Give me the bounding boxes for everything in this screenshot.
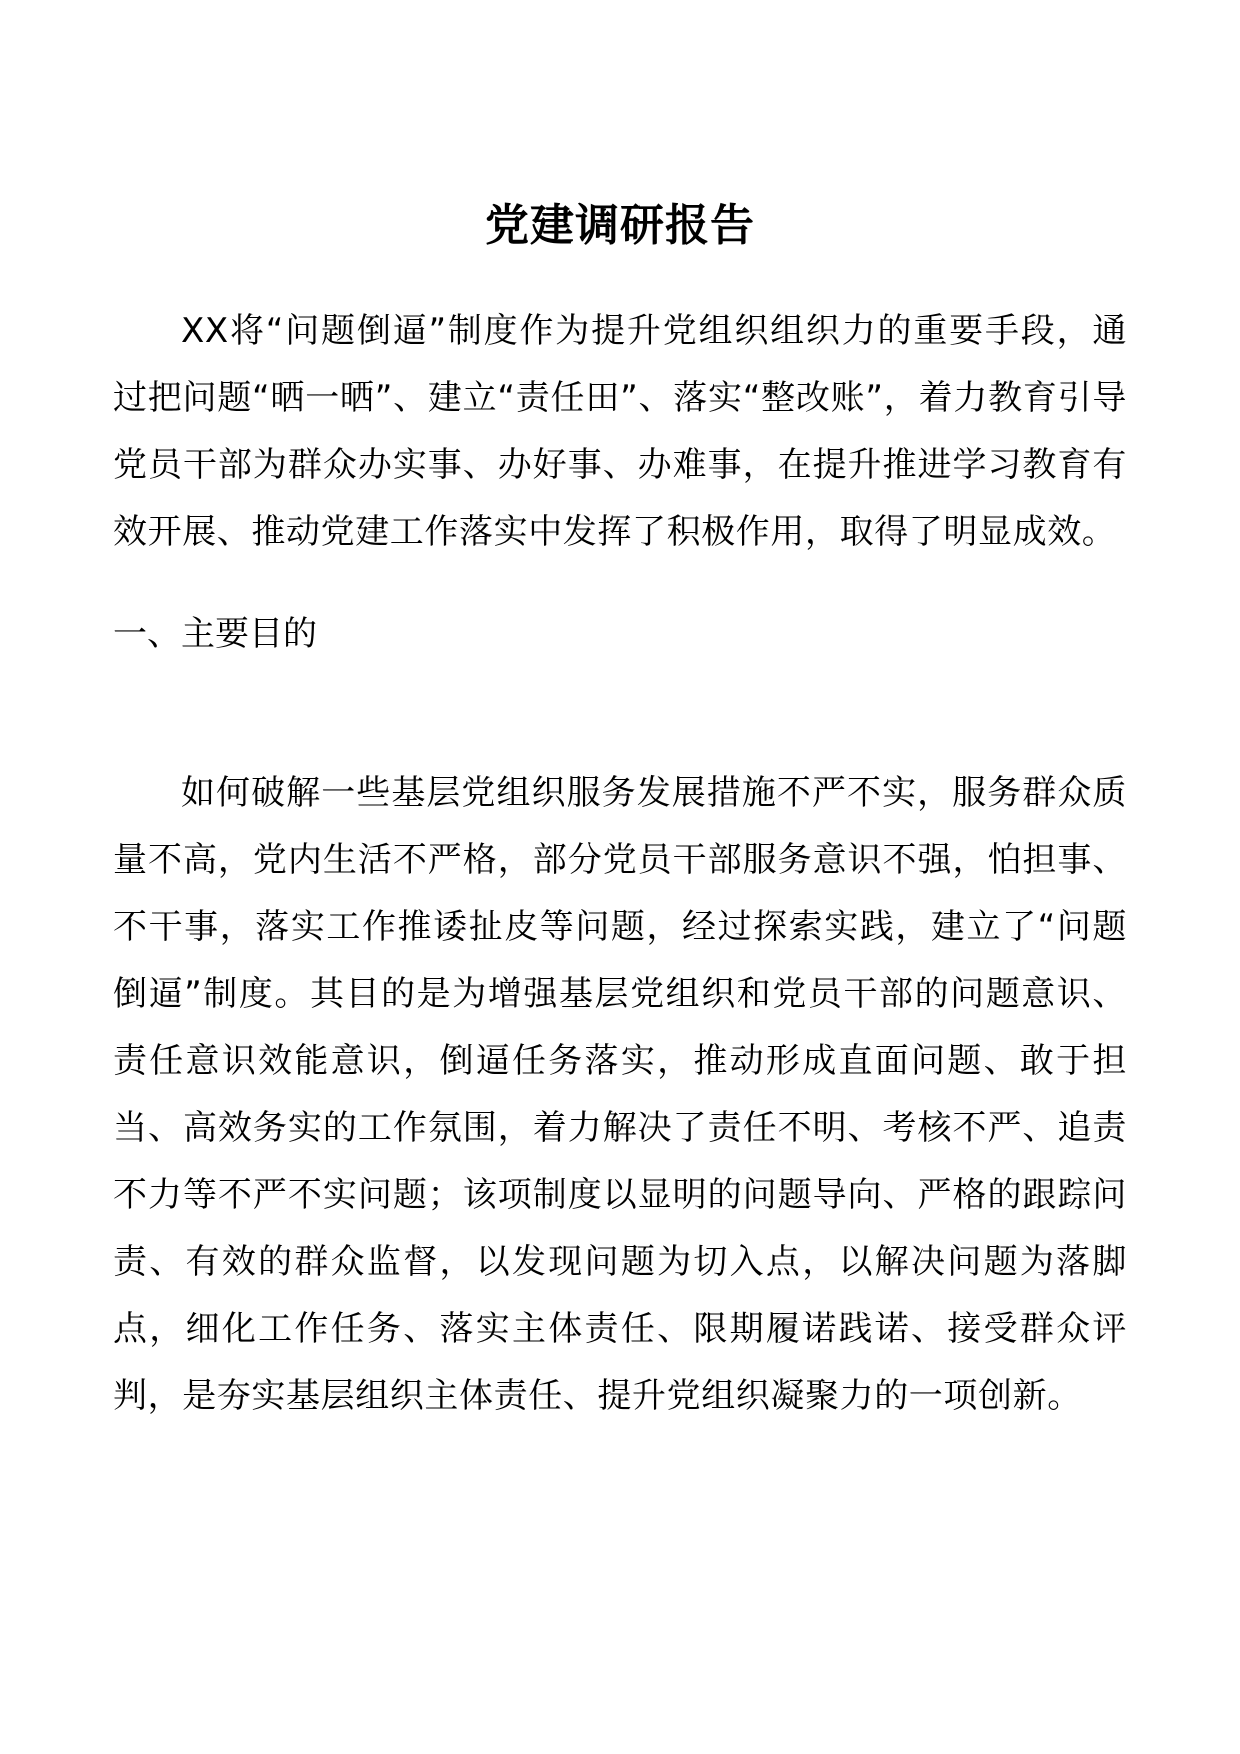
section-paragraph: 如何破解一些基层党组织服务发展措施不严不实，服务群众质量不高，党内生活不严格，部分党员干部服务意识不强，怕担事、不干事，落实工作推诿扯皮等问题，经过探索实践，建立了“问题倒逼”制度。其目的是为增强基层党组织和党员干部的问题意识、责任意识效能意识，倒逼任务落实，推动形成直面问题、敢于担当、高效务实的工作氛围，着力解决了责任不明、考核不严、追责不力等不严不实问题；该项制度以显明的问题导向、严格的跟踪问责、有效的群众监督，以发现问题为切入点，以解决问题为落脚点，细化工作任务、落实主体责任、限期履诺践诺、接受群众评判，是夯实基层组织主体责任、提升党组织凝聚力的一项创新。 (113, 773, 1127, 1416)
document-title: 党建调研报告 (485, 200, 755, 251)
intro-paragraph: XX将“问题倒逼”制度作为提升党组织组织力的重要手段，通过把问题“晒一晒”、建立“责任田”、落实“整改账”，着力教育引导党员干部为群众办实事、办好事、办难事，在提升推进学习教育有效开展、推动党建工作落实中发挥了积极作用，取得了明显成效。 (113, 311, 1127, 552)
section-heading: 一、主要目的 (113, 614, 317, 654)
